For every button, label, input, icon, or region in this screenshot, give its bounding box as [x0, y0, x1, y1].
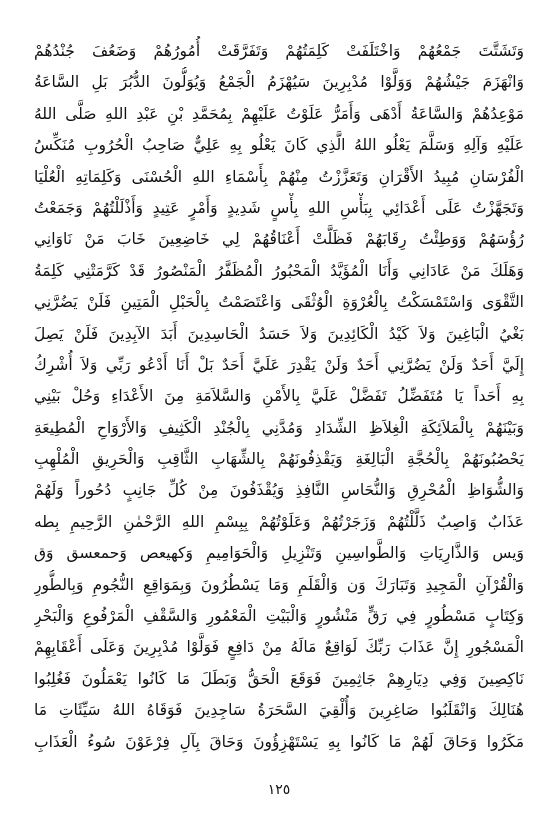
page-number: ١٢٥	[267, 782, 291, 798]
text-line: عَذَابٌ وَاصِبٌ ذَلَّلْتُهُمْ وَزَجَرْتُهُمْ وَعَلَوْتُهُمْ بِبِسْمِ اللهِ الرَّحْمٰنِ الرَّحِيمِ بِطه	[34, 512, 524, 531]
text-line: هُنَالِكَ وَانْقَلَبُوا صَاغِرِينَ وَأُلْقِيَ السَّحَرَةُ سَاجِدِينَ فَوَقَاهُ اللهُ سَيِّئَاتِ مَا	[34, 701, 524, 720]
text-line: التَّقْوَى وَاسْتَمْسَكْتُ بِالْعُرْوَةِ الْوُثْقَى وَاعْتَصَمْتُ بِالْحَبْلِ الْمَتِينِ فَلَنْ يَضُرَّنِي	[34, 293, 524, 312]
text-line: وَتَشَتَّتَ جَمْعُهُمْ وَاخْتَلَفَتْ كَلِمَتُهُمْ وَتَفَرَّقَتْ أُمُورُهُمْ وَضَعُفَ جُنْدُهُمْ	[34, 42, 524, 60]
text-line: عَلَيْهِ وَآلِهِ وَسَلَّمَ يَعْلُو اللهُ الَّذِي كَانَ يَعْلُو بِهِ عَلِيٌّ صَاحِبُ الْحُرُوبِ مُنَكِّسُ	[34, 136, 524, 155]
text-line: وَيس وَالذَّارِيَاتِ وَالطَّواسِينِ وَتَنْزِيلِ وَالْحَوَامِيمِ وَكهيعص وَحمعسق وَق	[34, 544, 524, 563]
text-line: إِلَيَّ أَحَدٌ وَلَنْ يَضُرَّنِي أَحَدٌ وَلَنْ يَقْدِرَ عَلَيَّ أَحَدٌ بَلْ أَنَا أَدْعُو رَبِّي وَلاَ أُشْرِكُ	[34, 355, 524, 374]
text-line: بَغْيُ الْبَاغِينَ وَلاَ كَيْدُ الْكَائِدِينَ وَلاَ حَسَدُ الْحَاسِدِينَ أَبَدَ الآبِدِينَ فَلَنْ يَصِلَ	[34, 324, 524, 343]
text-line: يَحْصُبُونَهُمْ بِالْحُجَّةِ الْبَالِغَةِ وَيَقْذِفُونَهُمْ بِالشِّهَابِ الثَّاقِبِ وَالْحَرِيقِ الْمُلْهِبِ	[34, 450, 524, 469]
text-line: وَكِتَابٍ مَسْطُورٍ فِي رَقٍّ مَنْشُورٍ وَالْبَيْتِ الْمَعْمُورِ وَالسَّقْفِ الْمَرْفُوعِ وَالْبَحْرِ	[34, 607, 524, 626]
text-line: الْفُرْسَانِ مُبِيدُ الأَقْرَانِ وَتَعَزَّزْتُ مِنْهُمْ بِأَسْمَاءِ اللهِ الْحُسْنَى وَكَلِمَاتِهِ الْعُلْيَا	[34, 167, 524, 186]
text-line: وَالْقُرْآنِ الْمَجِيدِ وَتَبَارَكَ وَن وَالْقَلَمِ وَمَا يَسْطُرُونَ وَبِمَوَاقِعِ النُّجُومِ وَبِالطُّورِ	[34, 575, 524, 594]
text-line: الْمَسْجُورِ إِنَّ عَذَابَ رَبِّكَ لَوَاقِعٌ مَالَهُ مِنْ دَافِعٍ فَوَلَّوْا مُدْبِرِينَ وَعَلَى أَعْقَابِهِمْ	[34, 638, 524, 657]
text-line: وَالشُّوَاظِ الْمُحْرِقِ وَالنُّحَاسِ النَّافِذِ وَيُقْذَفُونَ مِنْ كُلِّ جَانِبٍ دُحُوراً وَلَهُمْ	[34, 481, 524, 500]
text-line: مَوْعِدُهُمْ وَالسَّاعَةُ أَدْهَى وَأَمَرُّ عَلَوْتُ عَلَيْهِمْ بِمُحَمَّدِ بْنِ عَبْدِ اللهِ صَلَّى اللهُ	[34, 104, 524, 123]
text-line: وَتَجَهَّزْتُ عَلَى أَعْدَائِي بِبَأْسِ اللهِ بِأْسٍ شَدِيدٍ وَأَمْرٍ عَتِيدٍ وَأَذْلَلْتُهُمْ وَجَمَعْتُ	[34, 198, 524, 217]
text-line: رُؤُسَهُمْ وَوَطِئْتُ رِقَابَهُمْ فَظَلَّتْ أَعْنَاقُهُمْ لِي خَاضِعِينَ خَابَ مَنْ نَاوَانِي	[34, 230, 524, 249]
prayer-text-body	[34, 36, 524, 758]
text-line: وَهَلَكَ مَنْ عَادَانِي وَأَنَا الْمُؤَيَّدُ الْمَحْبُورُ الْمُظَفَّرُ الْمَنْصُورُ قَدْ كَرَّمَتْنِي كَلِمَةُ	[34, 261, 524, 280]
text-line: وَبَيْنَهُمْ بِالْمَلاَئِكَةِ الْغِلاَظِ الشِّدَادِ وَمُدَّنِي بِالْجُنْدِ الْكَثِيفِ وَالأَرْوَاحِ الْمُطِيعَةِ	[34, 418, 524, 437]
text-line: مَكَرُوا وَحَاقَ لَهُمْ مَا كَانُوا بِهِ يَسْتَهْزِؤُونَ وَحَاقَ بِآلِ فِرْعَوْنَ سُوءُ الْعَذَابِ	[34, 732, 524, 751]
text-line: بِهِ أَحَداً يَا مُتَفَضِّلُ تَفَضَّلْ عَلَيَّ بِالأَمْنِ وَالسَّلاَمَةِ مِنَ الأَعْدَاءِ وَحُلْ بَيْنِي	[34, 387, 524, 406]
text-line: وَانْهَزَمَ جَيْشُهُمْ وَوَلَّوْا مُدْبِرِينَ سَيُهْزَمُ الْجَمْعُ وَيُوَلُّونَ الدُّبُرَ بَلِ السَّاعَةُ	[34, 73, 524, 92]
text-line: نَاكِصِينَ وَفِي دِيَارِهِمْ جَاثِمِينَ فَوَقَعَ الْحَقُّ وَبَطَلَ مَا كَانُوا يَعْمَلُونَ فَغُلِبُوا	[34, 669, 524, 688]
